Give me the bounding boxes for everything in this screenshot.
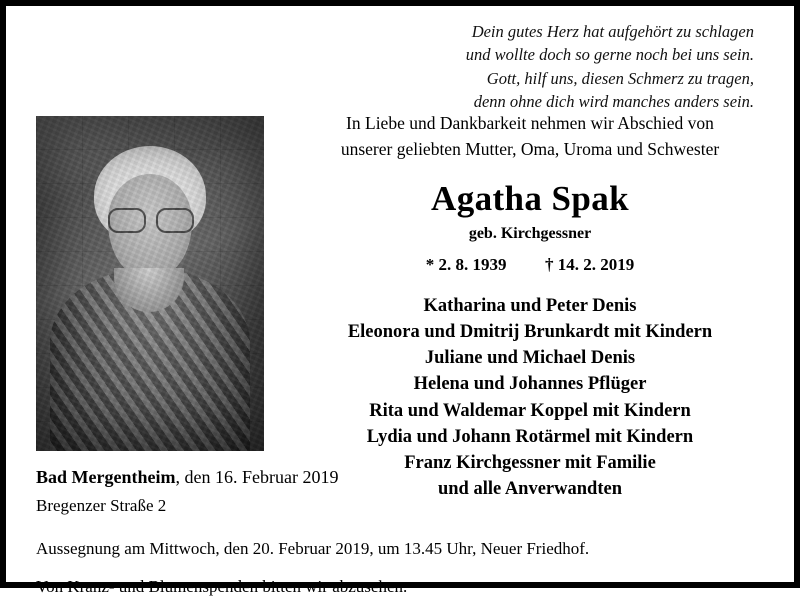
verse-line-1: Dein gutes Herz hat aufgehört zu schlagen — [471, 22, 754, 41]
memorial-verse — [20, 20, 754, 114]
announcement-intro — [282, 110, 778, 163]
funeral-service-info: Aussegnung am Mittwoch, den 20. Februar 2019, um 13.45 Uhr, Neuer Friedhof. — [36, 538, 590, 558]
city-name: Bad Mergentheim — [36, 467, 176, 487]
intro-line-2: unserer geliebten Mutter, Oma, Uroma und Schwester — [340, 139, 720, 160]
verse-line-3: Gott, hilf uns, diesen Schmerz zu tragen, — [486, 68, 754, 88]
announcement-column — [282, 110, 778, 503]
notice-date: , den 16. Februar 2019 — [175, 467, 339, 487]
portrait-photo — [36, 116, 264, 451]
deceased-maiden-name: geb. Kirchgessner — [468, 224, 592, 242]
portrait-image — [36, 116, 264, 451]
death-symbol: † — [545, 254, 554, 274]
intro-line-1: In Liebe und Dankbarkeit nehmen wir Abschied von — [346, 113, 714, 133]
verse-line-4: denn ohne dich wird manches anders sein. — [473, 92, 754, 112]
birth-date: 2. 8. 1939 — [438, 254, 507, 274]
list-item: Helena und Johannes Pflüger — [413, 374, 647, 395]
life-dates — [282, 255, 778, 275]
photo-vignette — [36, 116, 264, 451]
list-item: Juliane und Michael Denis — [424, 348, 636, 369]
street-address: Bregenzer Straße 2 — [36, 496, 167, 515]
birth-symbol: * — [425, 254, 435, 274]
list-item: Rita und Waldemar Koppel mit Kindern — [369, 400, 691, 421]
list-item: Katharina und Peter Denis — [423, 295, 637, 316]
deceased-name: Agatha Spak — [431, 178, 629, 218]
place-and-date — [36, 464, 770, 491]
list-item: Lydia und Johann Rotärmel mit Kindern — [366, 426, 694, 447]
list-item: Franz Kirchgessner mit Familie — [404, 453, 656, 474]
list-item: Eleonora und Dmitrij Brunkardt mit Kindern — [347, 321, 713, 342]
list-item: und alle Anverwandten — [437, 479, 622, 500]
footer-details — [36, 464, 770, 600]
obituary-inner — [6, 6, 794, 596]
verse-line-2: und wollte doch so gerne noch bei uns sein. — [465, 45, 754, 65]
flowers-request: Von Kranz- und Blumenspenden bitten wir abzusehen. — [36, 577, 408, 596]
death-date: 14. 2. 2019 — [557, 254, 635, 274]
